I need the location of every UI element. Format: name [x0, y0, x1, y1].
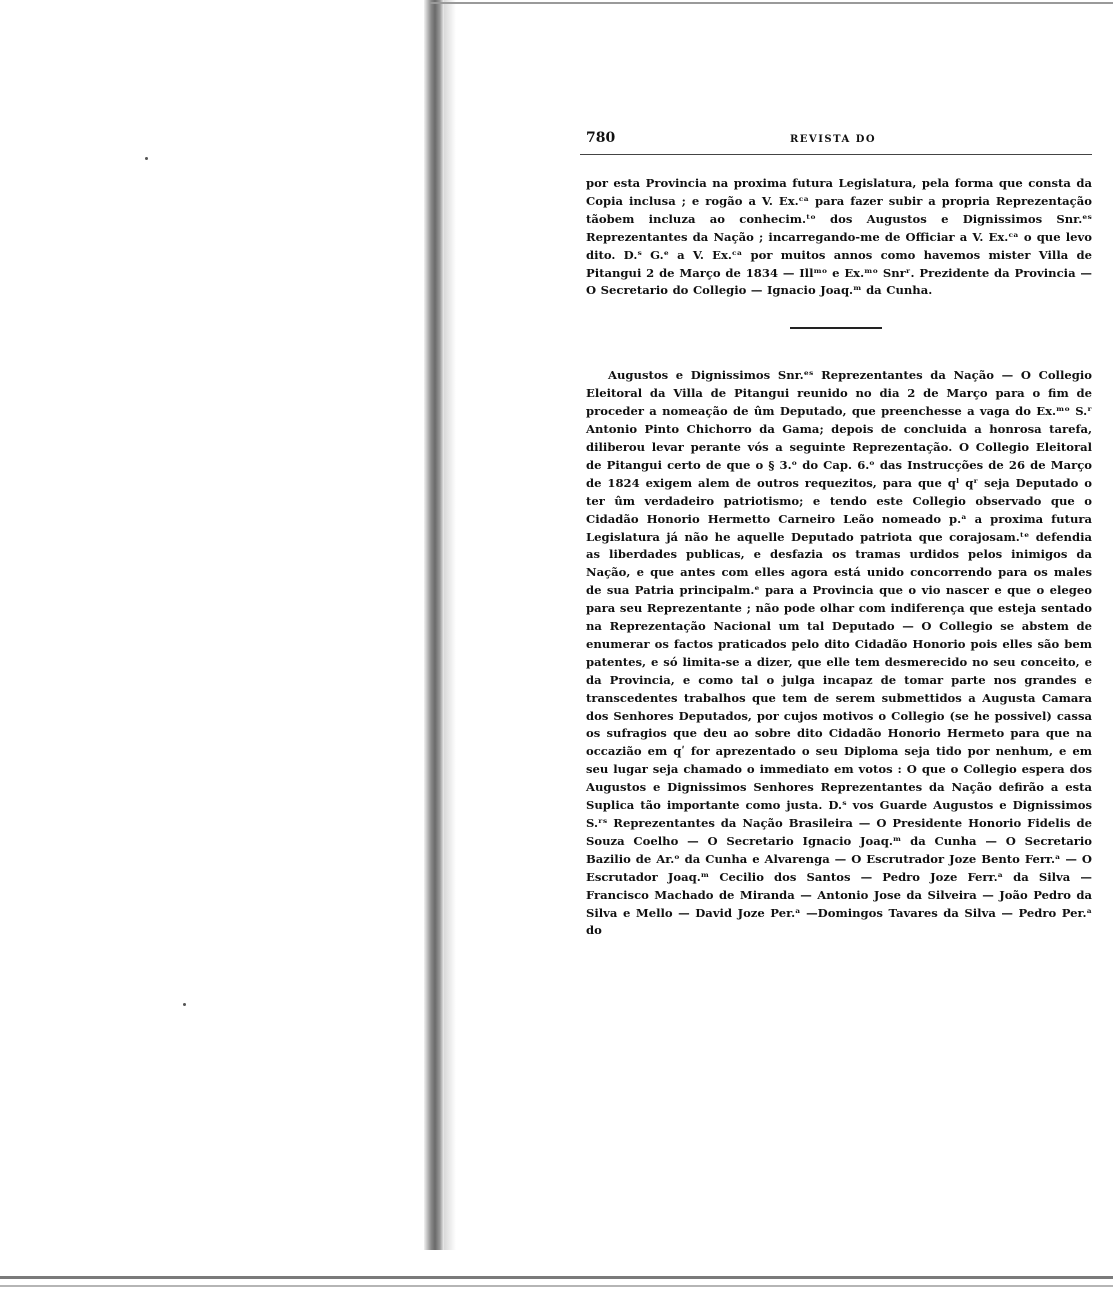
running-head [580, 128, 1092, 155]
document-page [580, 128, 1092, 940]
top-edge-rule [430, 2, 1113, 4]
binding-shadow [444, 0, 456, 1250]
paragraph-representation: Augustos e Dignissimos Snr.ᵉˢ Reprezentantes da Nação — O Collegio Eleitoral da Villa de Pitangui reunido no dia 2 de Março para o fim de proceder a nomeação de ûm Deputado, que preenchesse a vaga do Ex.ᵐᵒ S.ʳ Antonio Pinto Chichorro da Gama; depois de concluida a honrosa tarefa, diliberou levar perante vós a seguinte Reprezentação. O Collegio Eleitoral de Pitangui certo de que o § 3.ᵒ do Cap. 6.ᵒ das Instrucções de 26 de Março de 1824 exigem alem de outros requezitos, para que qˡ qʳ seja Deputado o ter ûm verdadeiro patriotismo; e tendo este Collegio observado que o Cidadão Honorio Hermetto Carneiro Leão nomeado p.ᵃ a proxima futura Legislatura já não he aquelle Deputado patriota que corajosam.ᵗᵉ defendia as liberdades publicas, e desfazia os tramas urdidos pelos inimigos da Nação, e que antes com elles agora está unido concorrendo para os males de sua Patria principalm.ᵉ para a Provincia que o vio nascer e que o elegeo para seu Reprezentante ; não pode olhar com indiferença que esteja sentado na Reprezentação Nacional um tal Deputado — O Collegio se abstem de enumerar os factos praticados pelo dito Cidadão Honorio pois elles são bem patentes, e só limita-se a dizer, que elle tem desmerecido no seu conceito, e da Provincia, e como tal o julga incapaz de tomar parte nos grandes e transcedentes trabalhos que tem de serem submettidos a Augusta Camara dos Senhores Deputados, por cujos motivos o Collegio (se he possivel) cassa os sufragios que deu ao sobre dito Cidadão Honorio Hermeto para que na occazião em qʹ for aprezentado o seu Diploma seja tido por nenhum, e em seu lugar seja chamado o immediato em votos : O que o Collegio espera dos Augustos e Dignissimos Senhores Reprezentantes da Nação defirão a esta Suplica tão importante como justa. D.ˢ vos Guarde Augustos e Dignissimos S.ʳˢ Reprezentantes da Nação Brasileira — O Presidente Honorio Fidelis de Souza Coelho — O Secretario Ignacio Joaq.ᵐ da Cunha — O Secretario Bazilio de Ar.ᵒ da Cunha e Alvarenga — O Escrutrador Joze Bento Ferr.ᵃ — O Escrutador Joaq.ᵐ Cecilio dos Santos — Pedro Joze Ferr.ᵃ da Silva — Francisco Machado de Miranda — Antonio Jose da Silveira — João Pedro da Silva e Mello — David Joze Per.ᵃ —Domingos Tavares da Silva — Pedro Per.ᵃ do [586, 368, 1092, 938]
binding-gutter [424, 0, 444, 1250]
bottom-edge-rule [0, 1276, 1113, 1279]
paragraph-letter-closing: por esta Provincia na proxima futura Legislatura, pela forma que consta da Copia inclusa ; e rogão a V. Ex.ᶜᵃ para fazer subir a propria Reprezentação tãobem incluza ao conhecim.ᵗᵒ dos Augustos e Dignissimos Snr.ᵉˢ Reprezentantes da Nação ; incarregando-me de Officiar a V. Ex.ᶜᵃ o que levo dito. D.ˢ G.ᵉ a V. Ex.ᶜᵃ por muitos annos como havemos mister Villa de Pitangui 2 de Março de 1834 — Illᵐᵒ e Ex.ᵐᵒ Snrʳ. Prezidente da Provincia — O Secretario do Collegio — Ignacio Joaq.ᵐ da Cunha. [586, 176, 1092, 298]
scan-speck [145, 157, 148, 160]
running-title: REVISTA DO [790, 134, 877, 145]
bottom-edge-rule-secondary [0, 1285, 1113, 1287]
page-number: 780 [586, 130, 616, 146]
scan-speck [183, 1003, 186, 1006]
section-separator [790, 327, 882, 329]
